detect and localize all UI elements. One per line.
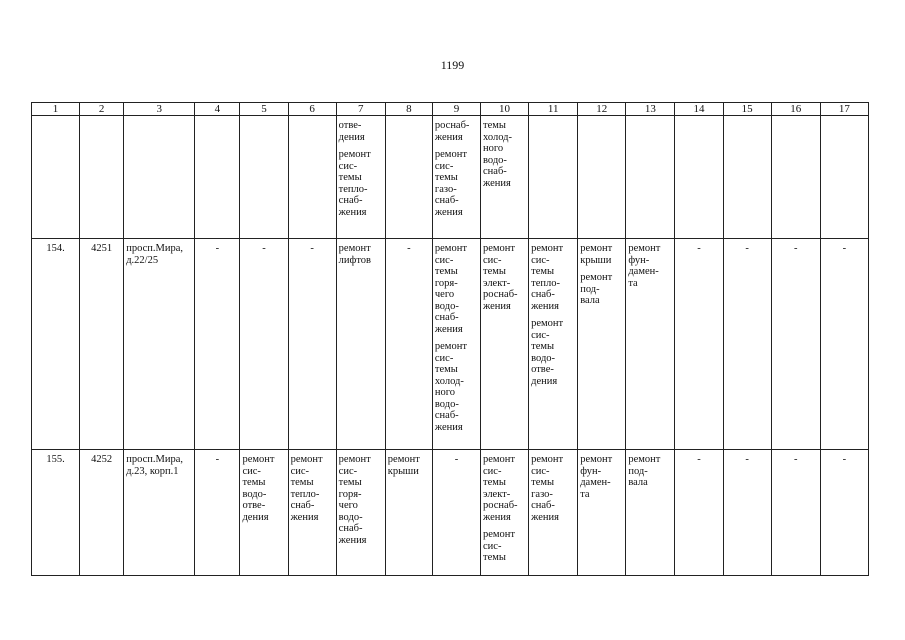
table-cell (195, 239, 240, 450)
cell-text: ремонт под- вала (580, 272, 613, 306)
header-cell: 14 (675, 103, 723, 116)
header-cell: 1 (32, 103, 80, 116)
cell-text: ремонт сис- темы газо- снаб- жения (531, 454, 564, 523)
table-cell (432, 116, 480, 239)
table-cell (626, 450, 675, 576)
table-cell (723, 239, 771, 450)
table-cell (80, 239, 124, 450)
table-cell (723, 450, 771, 576)
cell-text: - (215, 243, 220, 254)
table-cell (626, 239, 675, 450)
cell-text: ремонт сис- темы водо- отве- дения (242, 454, 275, 523)
table-cell (578, 239, 626, 450)
header-cell: 17 (820, 103, 868, 116)
cell-text: ремонт фун- дамен- та (580, 454, 613, 500)
cell-text: ремонт сис- темы (483, 529, 516, 563)
cell-text: - (697, 454, 701, 465)
header-cell: 13 (626, 103, 675, 116)
cell-text: просп.Мира, д.23, корп.1 (126, 454, 183, 477)
cell-text: ремонт под- вала (628, 454, 661, 488)
cell-text: ремонт сис- темы тепло- снаб- жения (338, 149, 371, 218)
cell-text: ремонт сис- темы горя- чего водо- снаб- жения (338, 454, 371, 546)
table-cell (578, 116, 626, 239)
table-cell (32, 450, 80, 576)
table-cell (529, 116, 578, 239)
table-cell (820, 450, 868, 576)
cell-text: - (745, 454, 749, 465)
cell-text: - (697, 243, 701, 254)
table-cell (626, 116, 675, 239)
table-cell (240, 116, 288, 239)
table-body (32, 103, 869, 576)
cell-text: ремонт сис- темы тепло- снаб- жения (531, 243, 564, 312)
page-number: 1199 (440, 58, 465, 72)
cell-text: 4251 (91, 243, 113, 254)
table-cell (771, 239, 820, 450)
table-cell (529, 450, 578, 576)
cell-text: ремонт фун- дамен- та (628, 243, 661, 289)
cell-text: - (454, 454, 459, 465)
cell-text: ремонт сис- темы водо- отве- дения (531, 318, 564, 387)
cell-text: ремонт сис- темы тепло- снаб- жения (290, 454, 323, 523)
table-row (32, 116, 869, 239)
table-cell (80, 116, 124, 239)
cell-text: 154. (46, 243, 65, 254)
table-cell (336, 116, 385, 239)
table-cell (432, 239, 480, 450)
table-cell (80, 450, 124, 576)
cell-text: ремонт сис- темы горя- чего водо- снаб- жения (434, 243, 467, 335)
table-cell (195, 116, 240, 239)
table-cell (432, 450, 480, 576)
cell-text: 4252 (91, 454, 113, 465)
cell-text: - (745, 243, 749, 254)
table-cell (675, 450, 723, 576)
table-cell (675, 239, 723, 450)
table-cell (723, 116, 771, 239)
table-cell (124, 450, 195, 576)
cell-text: - (407, 243, 411, 254)
table-cell (481, 450, 529, 576)
header-cell: 8 (385, 103, 432, 116)
cell-text: - (215, 454, 220, 465)
table-cell (385, 450, 432, 576)
table-cell (288, 239, 336, 450)
table-row (32, 450, 869, 576)
cell-text: - (310, 243, 314, 254)
table-cell (32, 116, 80, 239)
table-cell (675, 116, 723, 239)
table-cell (820, 116, 868, 239)
repair-schedule-table (31, 102, 869, 576)
cell-text: - (842, 454, 847, 465)
header-cell: 12 (578, 103, 626, 116)
table-cell (336, 239, 385, 450)
table-cell (385, 239, 432, 450)
header-cell: 7 (336, 103, 385, 116)
table-cell (529, 239, 578, 450)
table-row (32, 239, 869, 450)
header-cell: 11 (529, 103, 578, 116)
header-cell: 10 (481, 103, 529, 116)
table-cell (336, 450, 385, 576)
table-cell (195, 450, 240, 576)
cell-text: ремонт лифтов (338, 243, 371, 266)
cell-text: ремонт сис- темы холод- ного водо- снаб- жения (434, 341, 467, 433)
table-cell (385, 116, 432, 239)
table-cell (771, 116, 820, 239)
cell-text: просп.Мира, д.22/25 (126, 243, 183, 266)
header-cell: 15 (723, 103, 771, 116)
header-row (32, 103, 869, 116)
table-cell (481, 116, 529, 239)
cell-text: ремонт сис- темы элект- роснаб- жения (483, 454, 518, 523)
cell-text: ремонт сис- темы газо- снаб- жения (434, 149, 467, 218)
header-cell: 2 (80, 103, 124, 116)
cell-text: - (262, 243, 266, 254)
table-cell (124, 239, 195, 450)
table-cell (481, 239, 529, 450)
cell-text: ремонт крыши (580, 243, 613, 266)
table-cell (32, 239, 80, 450)
cell-text: - (793, 243, 798, 254)
header-cell: 5 (240, 103, 288, 116)
table-cell (124, 116, 195, 239)
table-cell (578, 450, 626, 576)
table-cell (240, 450, 288, 576)
cell-text: - (793, 454, 798, 465)
cell-text: отве- дения (338, 120, 365, 143)
cell-text: - (842, 243, 847, 254)
cell-text: ремонт сис- темы элект- роснаб- жения (483, 243, 518, 312)
table-cell (288, 450, 336, 576)
header-cell: 6 (288, 103, 336, 116)
cell-text: 155. (46, 454, 65, 465)
cell-text: роснаб- жения (434, 120, 470, 143)
header-cell: 3 (124, 103, 195, 116)
cell-text: темы холод- ного водо- снаб- жения (483, 120, 512, 189)
header-cell: 9 (432, 103, 480, 116)
header-cell: 4 (195, 103, 240, 116)
cell-text: ремонт крыши (387, 454, 420, 477)
table-cell (820, 239, 868, 450)
table-cell (240, 239, 288, 450)
header-cell: 16 (771, 103, 820, 116)
table-cell (288, 116, 336, 239)
table-cell (771, 450, 820, 576)
